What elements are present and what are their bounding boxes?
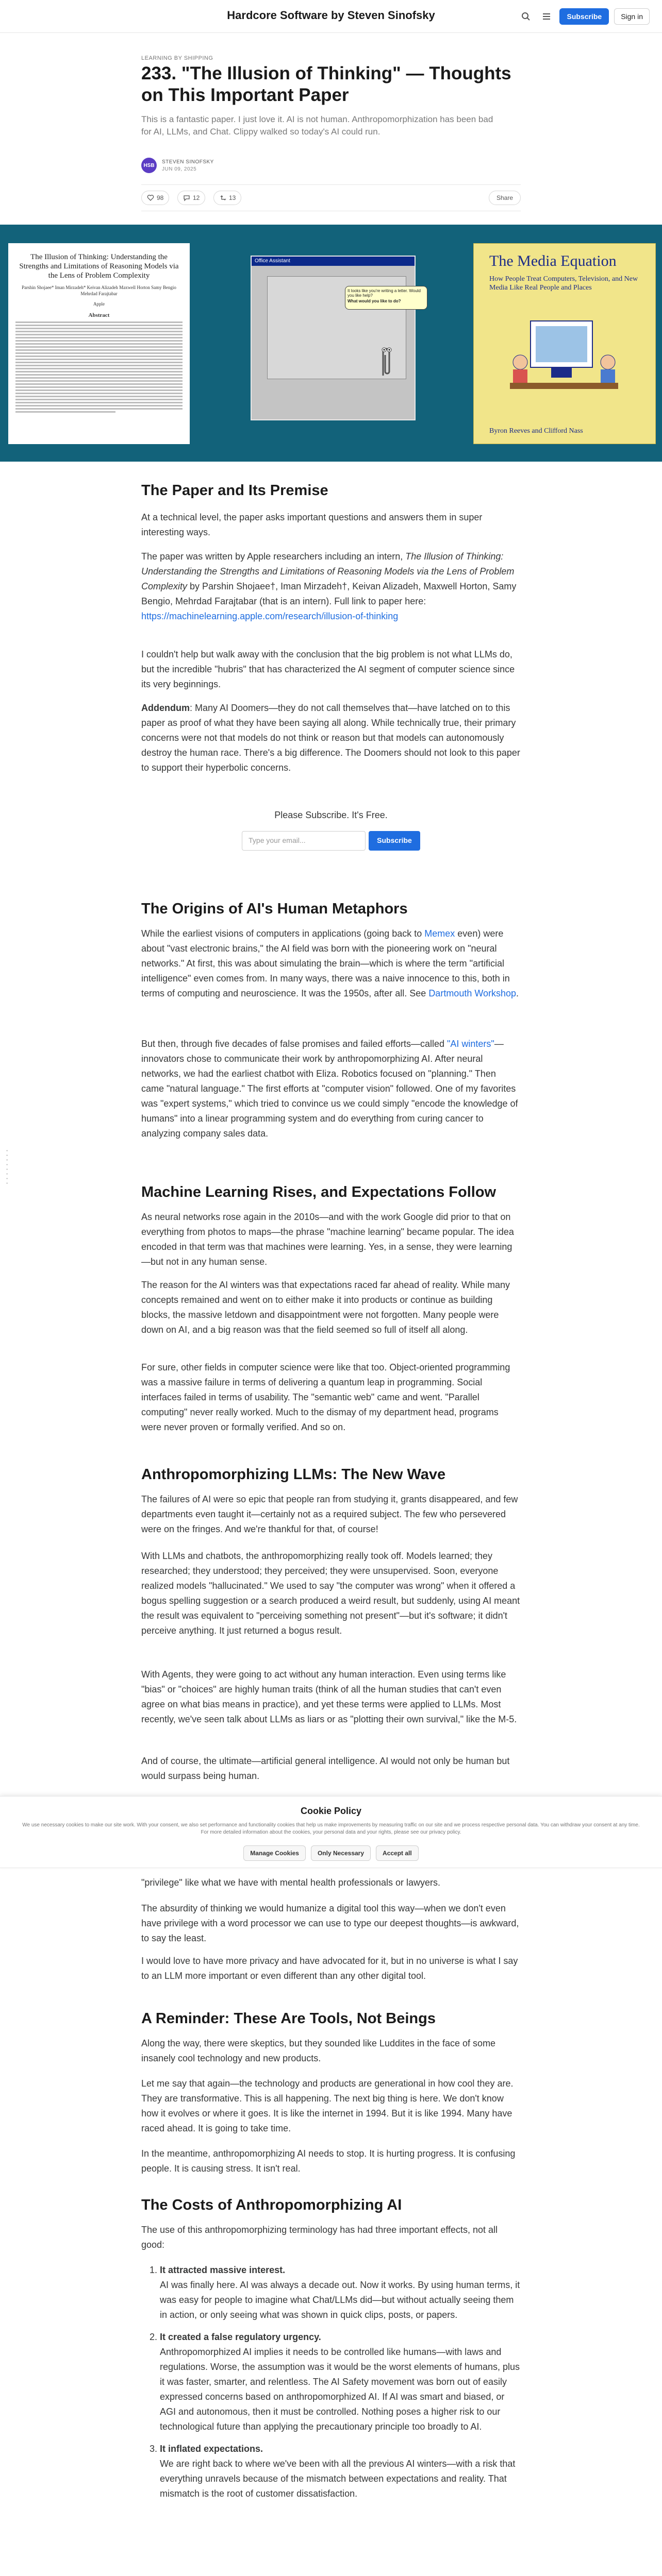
byline [141, 158, 214, 173]
paragraph: The use of this anthropomorphizing terminology has had three important effects, not all good: [141, 2225, 498, 2250]
cookie-text: We use necessary cookies to make our site work. With your consent, we also set performance and functionality cookies that help us make improvements by measuring traffic on our site and we process respective personal data. You can withdraw your consent at any time. For more detailed information about the cookies, your personal data and your rights, please see our privacy policy. [22, 1822, 640, 1835]
comment-count: 12 [193, 194, 200, 201]
paragraph: As neural networks rose again in the 2010s—and with the work Google did prior to that on everything from photos to maps—the phrase "machine learning" became popular. The idea encoded in that term was that machines were learning. Yes, in a sense, they were learning—but not in any human sense. [141, 1212, 514, 1267]
paragraph: With LLMs and chatbots, the anthropomorphizing really took off. Models learned; they researched; they understood; they perceived; they were unsupervised. Soon, everyone realized models "hallucinated." We used to say "the computer was wrong" when it offered a bogus spelling suggestion or a search produced a weird result, but suddenly, using AI meant the result was equivalent to "perceiving something not present"—but it's software; it didn't perceive anything. It just returned a bogus result. [141, 1551, 520, 1636]
post-action-bar [141, 184, 521, 211]
paragraph: I couldn't help but walk away with the conclusion that the big problem is not what LLMs do, but the incredible "hubris" that has characterized the AI segment of computer science since its very beginnings. [141, 649, 515, 689]
memex-link[interactable]: Memex [424, 928, 455, 939]
clippy-question: What would you like to do? [347, 299, 401, 303]
hero-image[interactable] [0, 225, 662, 462]
paper-citation: The Illusion of Thinking: Understanding the Strengths and Limitations of Reasoning Models via the Lens of Problem Complexity [141, 551, 515, 591]
heading-tools-not-beings: A Reminder: These Are Tools, Not Beings [141, 2010, 436, 2027]
paragraph: I would love to have more privacy and have advocated for it, but in no universe is what I say to an LLM more important or even different than any other digital tool. [141, 1956, 518, 1981]
heading-paper-premise: The Paper and Its Premise [141, 482, 328, 499]
paragraph: The failures of AI were so epic that people ran from studying it, grants disappeared, and few departments even taught it—certainly not as a required subject. The few who persevered were on the fringes. And we're thankful for that, of course! [141, 1494, 518, 1534]
ai-winters-link[interactable]: "AI winters" [447, 1039, 494, 1049]
book-title: The Media Equation [489, 252, 617, 269]
paragraph: But then, through five decades of false promises and failed efforts—called "AI winters"—innovators chose to communicate their work by anthropomorphizing AI. After neural networks, we had the earliest chatbot with Eliza. Robotics focused on "planning." Then came "natural language." The first efforts at "computer vision" followed. One of my favorites was "expert systems," which tried to convince us we could simply "encode the knowledge of humans" into a linear programming system and do everything from curing cancer to analyzing company sales data. [141, 1039, 518, 1139]
subscribe-widget [141, 810, 521, 861]
menu-icon[interactable] [539, 9, 554, 24]
heading-origins: The Origins of AI's Human Metaphors [141, 901, 408, 917]
email-input[interactable]: Type your email... [242, 831, 366, 851]
heading-machine-learning: Machine Learning Rises, and Expectations Follow [141, 1184, 496, 1200]
clippy-icon [376, 344, 396, 380]
top-bar [0, 0, 662, 33]
search-icon[interactable] [518, 9, 534, 24]
list-item: 3. It inflated expectations. We are right back to where we've been with all the previous AI winters—with a risk that everything unravels because of the mismatch between expectations and reality. That mismatch is the root of customer dissatisfaction. [160, 2442, 521, 2501]
side-dots: • • • • • • • • [5, 1150, 9, 1185]
author-name[interactable]: STEVEN SINOFSKY [162, 159, 214, 165]
post-title: 233. "The Illusion of Thinking" — Thoughts on This Important Paper [141, 63, 511, 105]
paragraph: While the earliest visions of computers in applications (going back to Memex even) were about "vast electronic brains," the AI field was born with the pioneering work on "neural networks." At first, this was about simulating the brain—which is where the term "artificial intelligence" even comes from. In many ways, there was a naive innocence to this, both in terms of computing and neuroscience. It was the 1950s, after all. See Dartmouth Workshop. [141, 928, 519, 998]
paragraph: The paper was written by Apple researchers including an intern, The Illusion of Thinking: Understanding the Strengths and Limitations of Reasoning Models via the Lens of Problem Complexity by Parshin Shojaee†, Iman Mirzadeh†, Keivan Alizadeh, Maxwell Horton, Samy Bengio, Mehrdad Farajtabar (that is an intern). Full link to paper here: https://machinelearning.apple.com/research/illusion-of-thinking [141, 551, 517, 621]
site-title[interactable]: Hardcore Software by Steven Sinofsky [227, 9, 435, 22]
assistant-dialog [267, 276, 421, 379]
heading-anthropomorphizing: Anthropomorphizing LLMs: The New Wave [141, 1466, 446, 1483]
window-title: Office Assistant [252, 257, 415, 266]
top-actions [518, 8, 650, 25]
like-button[interactable] [141, 191, 169, 205]
restack-count: 13 [229, 194, 236, 201]
paragraph: Along the way, there were skeptics, but they sounded like Luddites in the face of some insanely cool technology and new products. [141, 2038, 496, 2063]
clippy-screenshot [251, 256, 421, 420]
paper-authors: Parshin Shojaee* Iman Mirzadeh* Keivan Alizadeh Maxwell Horton Samy Bengio Mehrdad Farajtabar [22, 285, 176, 296]
cookie-title: Cookie Policy [300, 1806, 362, 1816]
only-necessary-button[interactable]: Only Necessary [311, 1845, 371, 1861]
paragraph: At a technical level, the paper asks important questions and answers them in super interesting ways. [141, 512, 483, 537]
avatar[interactable]: HSB [141, 158, 157, 173]
cookie-banner [0, 1796, 662, 1868]
restack-icon [219, 194, 226, 201]
heading-costs: The Costs of Anthropomorphizing AI [141, 2197, 402, 2213]
subscribe-label: Please Subscribe. It's Free. [274, 810, 388, 820]
paper-text-lines [15, 321, 183, 413]
comment-button[interactable] [177, 191, 205, 205]
paragraph: In the meantime, anthropomorphizing AI needs to stop. It is hurting progress. It is confusing people. It is causing stress. It isn't real. [141, 2148, 516, 2174]
paragraph: With Agents, they were going to act without any human interaction. Even using terms like "bias" or "choices" are highly human traits (think of all the human studies that can't even agree on what bias means in practice), and yet these terms were applied to LLMs. Most recently, we've seen talk about LLMs as liars or as "plotting their own survival," like the M-5. [141, 1669, 517, 1724]
list-item: 1. It attracted massive interest. AI was finally here. AI was always a decade out. Now it works. By using human terms, it was easy for people to imagine what Chat/LLMs did—but without actually seeing them in action, or only seeing what was shown in quick clips, posts, or papers. [160, 2263, 521, 2323]
paragraph: "privilege" like what we have with mental health professionals or lawyers. [141, 1877, 441, 1888]
paragraph: The reason for the AI winters was that expectations raced far ahead of reality. While many concepts remained and went on to either make it into products or continue as building blocks, the massive letdown and disappointment were not forgotten. Many people were down on AI, and a big reason was that the field seemed so full of itself all along. [141, 1280, 510, 1335]
heart-icon [147, 194, 154, 201]
clippy-bubble [345, 286, 427, 310]
comment-icon [183, 194, 190, 201]
paper-link[interactable]: https://machinelearning.apple.com/research/illusion-of-thinking [141, 611, 399, 621]
costs-list [160, 2263, 521, 2509]
list-item: 2. It created a false regulatory urgency. Anthropomorphized AI implies it needs to be controlled like humans—with laws and regulations. Worse, the assumption was it would be the worst elements of humans, plus it was faster, smarter, and relentless. The AI Safety movement was born out of easily expressed concerns based on anthropomorphized AI. If AI was smart and biased, or AGI and autonomous, then it must be controlled. Nothing poses a higher risk to our technological future than applying the precautionary principle too broadly to AI. [160, 2330, 521, 2434]
paragraph: For sure, other fields in computer science were like that too. Object-oriented programming was a massive failure in terms of delivering a quantum leap in programming. Social interfaces failed in terms of usability. The "semantic web" came and went. "Parallel computing" never really worked. Much to the dismay of my department head, programs were never proven or formally verified. And so on. [141, 1362, 510, 1432]
paper-thumbnail [8, 243, 190, 444]
book-authors: Byron Reeves and Clifford Nass [489, 427, 583, 435]
paragraph-addendum: Addendum: Many AI Doomers—they do not call themselves that—have latched on to this paper as proof of what they have been saying all along. While technically true, their primary concerns were not that models do not think or reason but that models can autonomously destroy the human race. There's a big difference. The Doomers should not look to this paper to support their hyperbolic concerns. [141, 703, 520, 773]
paper-abstract-heading: Abstract [88, 312, 110, 318]
sign-in-button[interactable]: Sign in [614, 8, 650, 25]
addendum-label: Addendum [141, 703, 190, 713]
post-date: JUN 09, 2025 [162, 166, 197, 172]
subscribe-submit-button[interactable]: Subscribe [369, 831, 420, 851]
manage-cookies-button[interactable]: Manage Cookies [243, 1845, 306, 1861]
clippy-bubble-text: It looks like you're writing a letter. Would you like help? [347, 289, 421, 298]
subscribe-button[interactable]: Subscribe [559, 8, 609, 25]
post-subtitle: This is a fantastic paper. I just love it. AI is not human. Anthropomorphization has been bad for AI, LLMs, and Chat. Clippy walked so today's AI could run. [141, 114, 493, 137]
paragraph: And of course, the ultimate—artificial general intelligence. AI would not only be human but would surpass being human. [141, 1756, 510, 1781]
paragraph: The absurdity of thinking we would humanize a digital tool this way—when we don't even have privilege with a word processor we can use to type our deepest thoughts—is awkward, to say the least. [141, 1903, 519, 1943]
share-button[interactable]: Share [489, 191, 521, 205]
paragraph: Let me say that again—the technology and products are generational in how cool they are. They are transformative. This is all happening. The next big thing is here. We don't know how it evolves or where it goes. It is like the internet in 1994. But it is like 1994. Many have raced ahead. It is going to take time. [141, 2078, 514, 2133]
cookie-buttons [0, 1845, 662, 1861]
paper-org: Apple [93, 301, 105, 307]
book-subtitle: How People Treat Computers, Television, and New Media Like Real People and Places [489, 275, 638, 292]
book-illustration [494, 306, 634, 419]
restack-button[interactable] [213, 191, 241, 205]
paper-title: The Illusion of Thinking: Understanding the Strengths and Limitations of Reasoning Models via the Lens of Problem Complexity [19, 253, 179, 280]
book-cover [473, 243, 656, 444]
dartmouth-link[interactable]: Dartmouth Workshop [428, 988, 517, 998]
section-breadcrumb[interactable]: LEARNING BY SHIPPING [141, 55, 213, 61]
like-count: 98 [157, 194, 164, 201]
accept-all-button[interactable]: Accept all [376, 1845, 419, 1861]
